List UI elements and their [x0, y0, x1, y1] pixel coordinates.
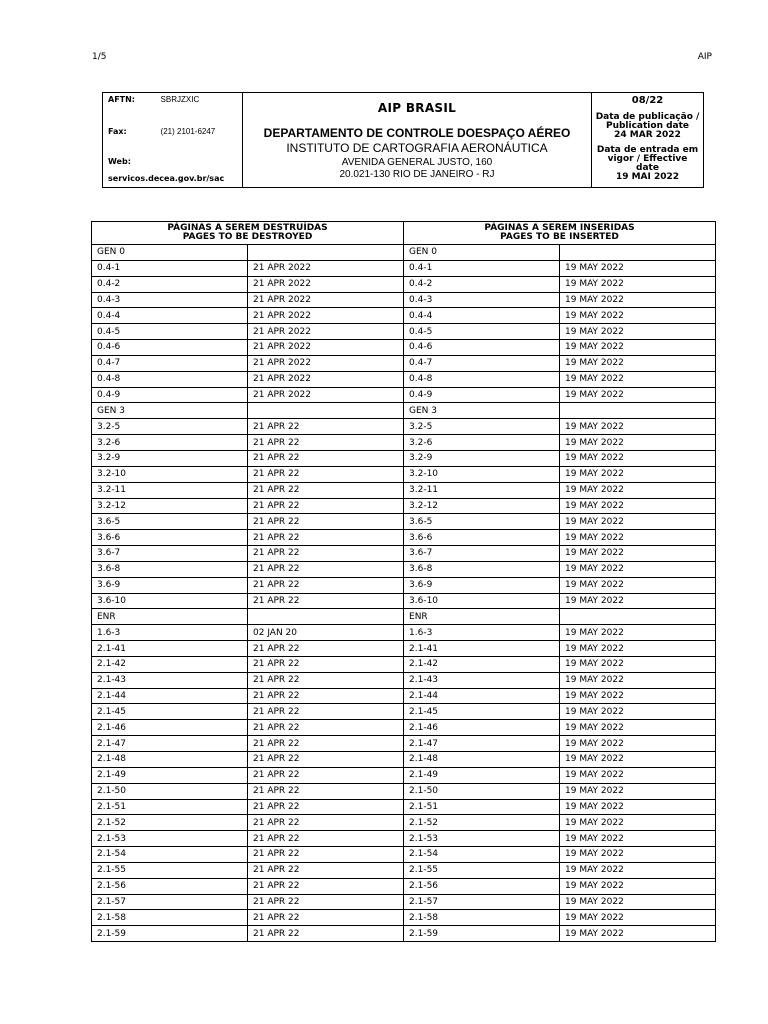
- department-name: DEPARTAMENTO DE CONTROLE DOESPAÇO AÉREO: [263, 126, 571, 140]
- destroyed-date-cell: 21 APR 22: [248, 926, 404, 942]
- destroyed-page-cell: 0.4-5: [92, 324, 248, 340]
- table-row: [92, 308, 716, 324]
- inserted-date-cell: 19 MAY 2022: [560, 482, 716, 498]
- amendment-number: 08/22: [631, 95, 664, 106]
- destroyed-date-cell: 21 APR 22: [248, 894, 404, 910]
- table-row: [92, 276, 716, 292]
- destroyed-page-cell: 2.1-56: [92, 878, 248, 894]
- destroyed-page-cell: 0.4-1: [92, 260, 248, 276]
- inserted-page-cell: 2.1-50: [404, 783, 560, 799]
- table-row: [92, 435, 716, 451]
- publication-label-1: Data de publicação /: [595, 112, 700, 122]
- inserted-date-cell: 19 MAY 2022: [560, 435, 716, 451]
- inserted-date-cell: 19 MAY 2022: [560, 894, 716, 910]
- destroyed-page-cell: 2.1-48: [92, 752, 248, 768]
- title-block: [243, 93, 591, 187]
- destroyed-page-cell: 2.1-46: [92, 720, 248, 736]
- inserted-page-cell: 3.6-9: [404, 577, 560, 593]
- inserted-page-cell: 0.4-7: [404, 355, 560, 371]
- inserted-date-cell: 19 MAY 2022: [560, 371, 716, 387]
- inserted-date-cell: 19 MAY 2022: [560, 720, 716, 736]
- destroyed-date-cell: [248, 403, 404, 419]
- inserted-page-cell: 0.4-9: [404, 387, 560, 403]
- effective-label-2: vigor / Effective: [607, 154, 688, 164]
- inserted-page-cell: 2.1-49: [404, 767, 560, 783]
- table-row: [92, 767, 716, 783]
- inserted-page-cell: 3.6-5: [404, 514, 560, 530]
- destroyed-page-cell: 0.4-2: [92, 276, 248, 292]
- inserted-page-cell: 3.2-9: [404, 450, 560, 466]
- table-row: [92, 736, 716, 752]
- destroyed-page-cell: 2.1-52: [92, 815, 248, 831]
- inserted-date-cell: [560, 403, 716, 419]
- inserted-header-en: PAGES TO BE INSERTED: [500, 232, 619, 242]
- table-row: [92, 387, 716, 403]
- destroyed-date-cell: 21 APR 22: [248, 704, 404, 720]
- inserted-date-cell: 19 MAY 2022: [560, 308, 716, 324]
- dates-block: [591, 93, 703, 187]
- inserted-date-cell: 19 MAY 2022: [560, 862, 716, 878]
- destroyed-page-cell: 2.1-47: [92, 736, 248, 752]
- effective-label-3: date: [636, 163, 659, 173]
- table-row: [92, 403, 716, 419]
- inserted-page-cell: 2.1-59: [404, 926, 560, 942]
- table-row: [92, 530, 716, 546]
- inserted-page-cell: GEN 0: [404, 245, 560, 261]
- inserted-page-cell: 2.1-53: [404, 831, 560, 847]
- table-row: [92, 355, 716, 371]
- destroyed-date-cell: 21 APR 22: [248, 450, 404, 466]
- inserted-page-cell: 0.4-3: [404, 292, 560, 308]
- contact-info: [103, 93, 243, 187]
- destroyed-date-cell: 02 JAN 20: [248, 625, 404, 641]
- inserted-date-cell: 19 MAY 2022: [560, 815, 716, 831]
- inserted-page-cell: 0.4-2: [404, 276, 560, 292]
- destroyed-date-cell: [248, 609, 404, 625]
- table-row: [92, 894, 716, 910]
- destroyed-date-cell: 21 APR 2022: [248, 276, 404, 292]
- inserted-date-cell: 19 MAY 2022: [560, 530, 716, 546]
- inserted-page-cell: 2.1-42: [404, 656, 560, 672]
- destroyed-page-cell: 2.1-58: [92, 910, 248, 926]
- inserted-date-cell: 19 MAY 2022: [560, 625, 716, 641]
- destroyed-page-cell: 2.1-59: [92, 926, 248, 942]
- table-row: [92, 641, 716, 657]
- destroyed-page-cell: 0.4-6: [92, 340, 248, 356]
- effective-label-1: Data de entrada em: [596, 145, 699, 155]
- effective-date: 19 MAI 2022: [615, 172, 680, 182]
- destroyed-date-cell: 21 APR 22: [248, 688, 404, 704]
- inserted-page-cell: 2.1-48: [404, 752, 560, 768]
- inserted-page-cell: 3.2-10: [404, 466, 560, 482]
- destroyed-page-cell: 3.2-11: [92, 482, 248, 498]
- destroyed-header: [92, 222, 404, 245]
- inserted-page-cell: 2.1-54: [404, 847, 560, 863]
- table-row: [92, 546, 716, 562]
- inserted-date-cell: 19 MAY 2022: [560, 466, 716, 482]
- table-row: [92, 609, 716, 625]
- destroyed-page-cell: 3.6-6: [92, 530, 248, 546]
- inserted-date-cell: 19 MAY 2022: [560, 419, 716, 435]
- inserted-page-cell: GEN 3: [404, 403, 560, 419]
- destroyed-page-cell: 3.6-7: [92, 546, 248, 562]
- table-row: [92, 577, 716, 593]
- destroyed-page-cell: 0.4-9: [92, 387, 248, 403]
- table-body: [92, 245, 716, 942]
- inserted-page-cell: 2.1-56: [404, 878, 560, 894]
- inserted-page-cell: 0.4-6: [404, 340, 560, 356]
- inserted-page-cell: 2.1-51: [404, 799, 560, 815]
- destroyed-page-cell: 0.4-7: [92, 355, 248, 371]
- inserted-date-cell: 19 MAY 2022: [560, 546, 716, 562]
- address-line-1: AVENIDA GENERAL JUSTO, 160: [341, 157, 493, 168]
- table-row: [92, 498, 716, 514]
- destroyed-date-cell: 21 APR 22: [248, 577, 404, 593]
- destroyed-date-cell: 21 APR 22: [248, 736, 404, 752]
- page-number: 1/5: [92, 52, 107, 62]
- destroyed-date-cell: 21 APR 22: [248, 435, 404, 451]
- destroyed-date-cell: 21 APR 2022: [248, 371, 404, 387]
- inserted-date-cell: 19 MAY 2022: [560, 704, 716, 720]
- inserted-date-cell: 19 MAY 2022: [560, 593, 716, 609]
- inserted-date-cell: 19 MAY 2022: [560, 688, 716, 704]
- destroyed-page-cell: 2.1-57: [92, 894, 248, 910]
- inserted-date-cell: 19 MAY 2022: [560, 752, 716, 768]
- table-row: [92, 593, 716, 609]
- inserted-date-cell: 19 MAY 2022: [560, 561, 716, 577]
- inserted-date-cell: 19 MAY 2022: [560, 799, 716, 815]
- table-row: [92, 450, 716, 466]
- inserted-page-cell: 2.1-44: [404, 688, 560, 704]
- inserted-page-cell: 2.1-45: [404, 704, 560, 720]
- destroyed-page-cell: 2.1-41: [92, 641, 248, 657]
- publication-label-2: Publication date: [605, 121, 690, 131]
- table-row: [92, 625, 716, 641]
- table-header-row: [92, 222, 716, 245]
- inserted-page-cell: 2.1-47: [404, 736, 560, 752]
- inserted-date-cell: 19 MAY 2022: [560, 340, 716, 356]
- destroyed-date-cell: 21 APR 22: [248, 514, 404, 530]
- inserted-page-cell: 3.6-8: [404, 561, 560, 577]
- fax-label: Fax:: [108, 127, 127, 136]
- pages-table: [91, 221, 716, 942]
- inserted-page-cell: 2.1-58: [404, 910, 560, 926]
- table-row: [92, 656, 716, 672]
- inserted-page-cell: 1.6-3: [404, 625, 560, 641]
- institute-name: INSTITUTO DE CARTOGRAFIA AERONÁUTICA: [286, 141, 548, 155]
- inserted-page-cell: 0.4-4: [404, 308, 560, 324]
- inserted-date-cell: 19 MAY 2022: [560, 831, 716, 847]
- destroyed-date-cell: 21 APR 22: [248, 641, 404, 657]
- destroyed-page-cell: 2.1-42: [92, 656, 248, 672]
- destroyed-date-cell: 21 APR 22: [248, 783, 404, 799]
- destroyed-page-cell: ENR: [92, 609, 248, 625]
- destroyed-page-cell: GEN 3: [92, 403, 248, 419]
- destroyed-date-cell: 21 APR 2022: [248, 324, 404, 340]
- destroyed-date-cell: 21 APR 22: [248, 466, 404, 482]
- inserted-date-cell: [560, 609, 716, 625]
- inserted-date-cell: 19 MAY 2022: [560, 498, 716, 514]
- table-row: [92, 466, 716, 482]
- inserted-date-cell: 19 MAY 2022: [560, 641, 716, 657]
- destroyed-date-cell: 21 APR 22: [248, 878, 404, 894]
- inserted-date-cell: 19 MAY 2022: [560, 450, 716, 466]
- inserted-page-cell: 2.1-46: [404, 720, 560, 736]
- inserted-page-cell: 3.6-10: [404, 593, 560, 609]
- table-row: [92, 292, 716, 308]
- destroyed-date-cell: 21 APR 22: [248, 672, 404, 688]
- destroyed-date-cell: 21 APR 22: [248, 546, 404, 562]
- inserted-date-cell: 19 MAY 2022: [560, 387, 716, 403]
- destroyed-page-cell: 0.4-8: [92, 371, 248, 387]
- publication-date: 24 MAR 2022: [614, 130, 681, 140]
- destroyed-page-cell: 2.1-43: [92, 672, 248, 688]
- inserted-header-pt: PÁGINAS A SEREM INSERIDAS: [484, 223, 635, 233]
- fax-value: (21) 2101-6247: [160, 127, 216, 136]
- aftn-value: SBRJZXIC: [160, 95, 200, 104]
- inserted-date-cell: 19 MAY 2022: [560, 292, 716, 308]
- inserted-header: [404, 222, 716, 245]
- destroyed-page-cell: 2.1-51: [92, 799, 248, 815]
- table-row: [92, 704, 716, 720]
- inserted-page-cell: 0.4-1: [404, 260, 560, 276]
- destroyed-date-cell: 21 APR 22: [248, 656, 404, 672]
- inserted-page-cell: 3.6-6: [404, 530, 560, 546]
- table-row: [92, 815, 716, 831]
- destroyed-date-cell: [248, 245, 404, 261]
- inserted-page-cell: 3.2-6: [404, 435, 560, 451]
- inserted-date-cell: 19 MAY 2022: [560, 736, 716, 752]
- web-value: servicos.decea.gov.br/sac: [108, 174, 225, 183]
- inserted-date-cell: 19 MAY 2022: [560, 260, 716, 276]
- inserted-date-cell: 19 MAY 2022: [560, 878, 716, 894]
- inserted-page-cell: 2.1-41: [404, 641, 560, 657]
- inserted-date-cell: 19 MAY 2022: [560, 656, 716, 672]
- inserted-page-cell: 0.4-8: [404, 371, 560, 387]
- destroyed-page-cell: GEN 0: [92, 245, 248, 261]
- destroyed-date-cell: 21 APR 2022: [248, 292, 404, 308]
- destroyed-date-cell: 21 APR 22: [248, 720, 404, 736]
- destroyed-date-cell: 21 APR 22: [248, 862, 404, 878]
- table-row: [92, 926, 716, 942]
- inserted-page-cell: 3.2-11: [404, 482, 560, 498]
- inserted-date-cell: 19 MAY 2022: [560, 767, 716, 783]
- destroyed-page-cell: 3.2-12: [92, 498, 248, 514]
- destroyed-header-pt: PÁGINAS A SEREM DESTRUÍDAS: [167, 223, 328, 233]
- aip-title: AIP BRASIL: [377, 101, 457, 115]
- destroyed-page-cell: 2.1-53: [92, 831, 248, 847]
- table-row: [92, 672, 716, 688]
- inserted-page-cell: 3.6-7: [404, 546, 560, 562]
- destroyed-page-cell: 3.6-5: [92, 514, 248, 530]
- table-row: [92, 783, 716, 799]
- inserted-page-cell: 2.1-52: [404, 815, 560, 831]
- destroyed-page-cell: 2.1-49: [92, 767, 248, 783]
- destroyed-date-cell: 21 APR 2022: [248, 340, 404, 356]
- destroyed-date-cell: 21 APR 22: [248, 419, 404, 435]
- destroyed-date-cell: 21 APR 22: [248, 910, 404, 926]
- destroyed-date-cell: 21 APR 22: [248, 482, 404, 498]
- destroyed-page-cell: 0.4-3: [92, 292, 248, 308]
- destroyed-page-cell: 0.4-4: [92, 308, 248, 324]
- inserted-date-cell: 19 MAY 2022: [560, 514, 716, 530]
- table-row: [92, 799, 716, 815]
- address-line-2: 20.021-130 RIO DE JANEIRO - RJ: [339, 169, 495, 180]
- table-row: [92, 340, 716, 356]
- destroyed-date-cell: 21 APR 22: [248, 498, 404, 514]
- destroyed-page-cell: 3.6-9: [92, 577, 248, 593]
- inserted-page-cell: 0.4-5: [404, 324, 560, 340]
- destroyed-date-cell: 21 APR 22: [248, 530, 404, 546]
- destroyed-page-cell: 3.2-5: [92, 419, 248, 435]
- inserted-date-cell: 19 MAY 2022: [560, 577, 716, 593]
- destroyed-date-cell: 21 APR 22: [248, 815, 404, 831]
- destroyed-page-cell: 2.1-44: [92, 688, 248, 704]
- table-row: [92, 847, 716, 863]
- table-row: [92, 831, 716, 847]
- destroyed-page-cell: 3.2-9: [92, 450, 248, 466]
- table-row: [92, 561, 716, 577]
- table-row: [92, 245, 716, 261]
- destroyed-date-cell: 21 APR 22: [248, 767, 404, 783]
- inserted-page-cell: 3.2-5: [404, 419, 560, 435]
- table-row: [92, 688, 716, 704]
- inserted-date-cell: 19 MAY 2022: [560, 926, 716, 942]
- table-row: [92, 371, 716, 387]
- inserted-date-cell: 19 MAY 2022: [560, 910, 716, 926]
- table-row: [92, 752, 716, 768]
- table-row: [92, 878, 716, 894]
- destroyed-page-cell: 1.6-3: [92, 625, 248, 641]
- destroyed-page-cell: 2.1-55: [92, 862, 248, 878]
- inserted-page-cell: 3.2-12: [404, 498, 560, 514]
- destroyed-date-cell: 21 APR 22: [248, 831, 404, 847]
- table-row: [92, 482, 716, 498]
- document-code: AIP: [697, 52, 712, 62]
- destroyed-header-en: PAGES TO BE DESTROYED: [182, 232, 313, 242]
- table-row: [92, 514, 716, 530]
- destroyed-page-cell: 2.1-50: [92, 783, 248, 799]
- destroyed-page-cell: 2.1-54: [92, 847, 248, 863]
- table-row: [92, 419, 716, 435]
- inserted-date-cell: 19 MAY 2022: [560, 783, 716, 799]
- destroyed-page-cell: 3.6-8: [92, 561, 248, 577]
- destroyed-date-cell: 21 APR 22: [248, 593, 404, 609]
- inserted-page-cell: ENR: [404, 609, 560, 625]
- destroyed-page-cell: 3.2-6: [92, 435, 248, 451]
- destroyed-date-cell: 21 APR 22: [248, 561, 404, 577]
- table-row: [92, 324, 716, 340]
- inserted-date-cell: [560, 245, 716, 261]
- destroyed-date-cell: 21 APR 22: [248, 799, 404, 815]
- destroyed-date-cell: 21 APR 22: [248, 847, 404, 863]
- inserted-page-cell: 2.1-43: [404, 672, 560, 688]
- inserted-date-cell: 19 MAY 2022: [560, 324, 716, 340]
- table-row: [92, 720, 716, 736]
- inserted-page-cell: 2.1-57: [404, 894, 560, 910]
- destroyed-date-cell: 21 APR 22: [248, 752, 404, 768]
- aip-header: [102, 92, 704, 188]
- aftn-label: AFTN:: [108, 95, 136, 104]
- inserted-date-cell: 19 MAY 2022: [560, 276, 716, 292]
- inserted-date-cell: 19 MAY 2022: [560, 355, 716, 371]
- inserted-page-cell: 2.1-55: [404, 862, 560, 878]
- table-row: [92, 910, 716, 926]
- destroyed-date-cell: 21 APR 2022: [248, 260, 404, 276]
- destroyed-date-cell: 21 APR 2022: [248, 387, 404, 403]
- destroyed-date-cell: 21 APR 2022: [248, 308, 404, 324]
- destroyed-date-cell: 21 APR 2022: [248, 355, 404, 371]
- table-row: [92, 260, 716, 276]
- inserted-date-cell: 19 MAY 2022: [560, 672, 716, 688]
- table-row: [92, 862, 716, 878]
- destroyed-page-cell: 3.2-10: [92, 466, 248, 482]
- destroyed-page-cell: 2.1-45: [92, 704, 248, 720]
- destroyed-page-cell: 3.6-10: [92, 593, 248, 609]
- web-label: Web:: [108, 157, 131, 166]
- inserted-date-cell: 19 MAY 2022: [560, 847, 716, 863]
